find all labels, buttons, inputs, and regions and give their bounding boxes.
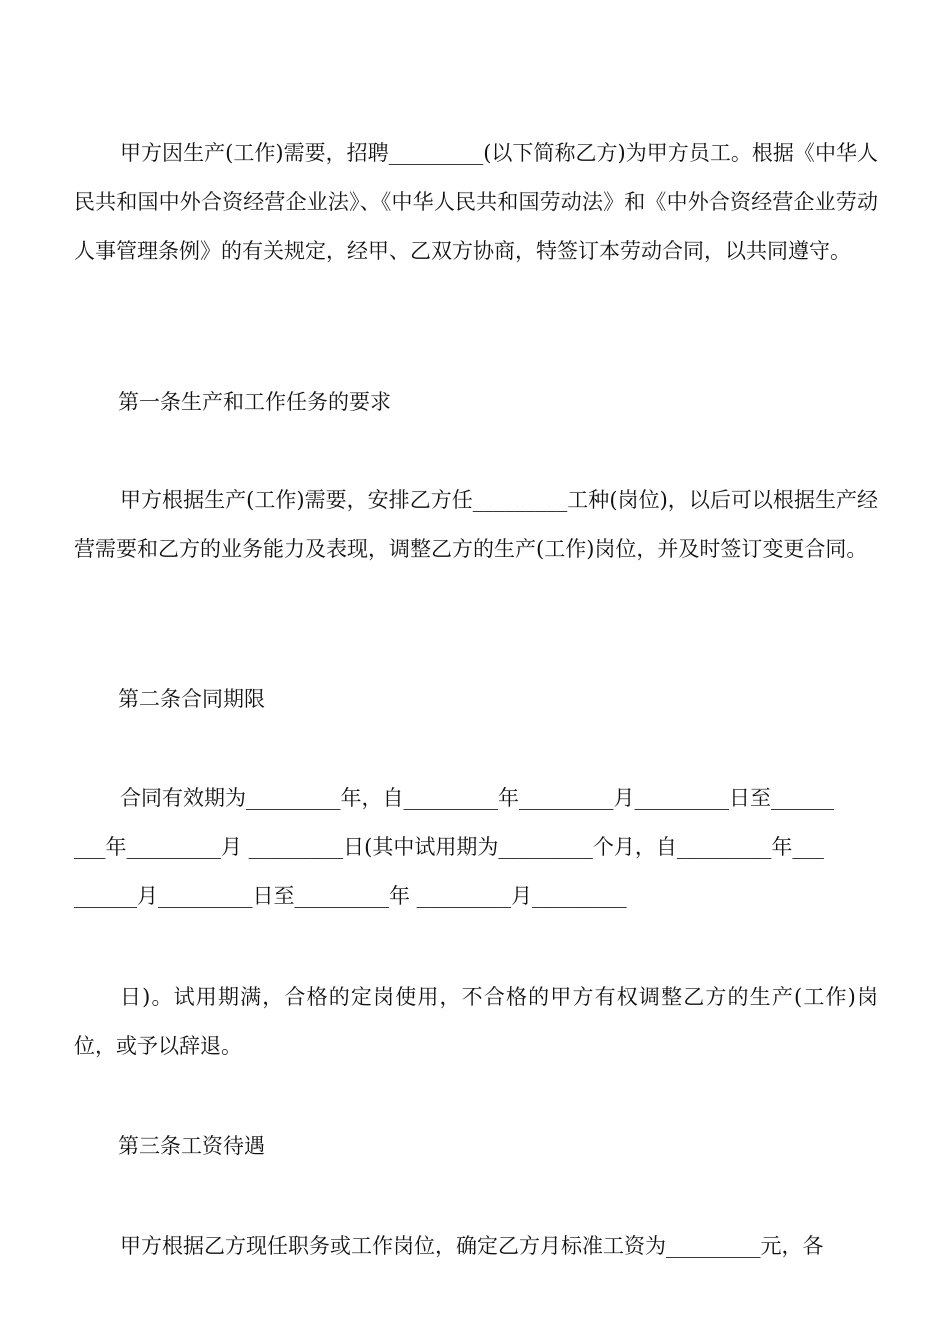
- article-2-probation-paragraph: 日)。试用期满，合格的定岗使用，不合格的甲方有权调整乙方的生产(工作)岗位，或予以辞退。: [74, 985, 878, 1058]
- article-3-paragraph: 甲方根据乙方现任职务或工作岗位，确定乙方月标准工资为_________元，各: [120, 1234, 824, 1258]
- article-1-paragraph: 甲方根据生产(工作)需要，安排乙方任_________工种(岗位)，以后可以根据生产经营需要和乙方的业务能力及表现，调整乙方的生产(工作)岗位，并及时签订变更合同。: [74, 488, 878, 561]
- article-3-heading: 第三条工资待遇: [118, 1134, 265, 1158]
- article-1-heading: 第一条生产和工作任务的要求: [118, 390, 391, 414]
- intro-paragraph: 甲方因生产(工作)需要，招聘_________(以下简称乙方)为甲方员工。根据《中华人民共和国中外合资经营企业法》、《中华人民共和国劳动法》和《中外合资经营企业劳动人事管理条例》的有关规定，经甲、乙双方协商，特签订本劳动合同，以共同遵守。: [74, 141, 878, 263]
- contract-term-block: [74, 774, 878, 921]
- contract-term-line-3: ______月_________日至_________年 _________月_________: [74, 884, 627, 908]
- contract-term-line-1: 合同有效期为_________年，自_________年_________月_________日至______: [120, 786, 834, 810]
- article-2-heading: 第二条合同期限: [118, 687, 265, 711]
- contract-term-line-2: ___年_________月 _________日(其中试用期为_________个月，自_________年___: [74, 835, 824, 859]
